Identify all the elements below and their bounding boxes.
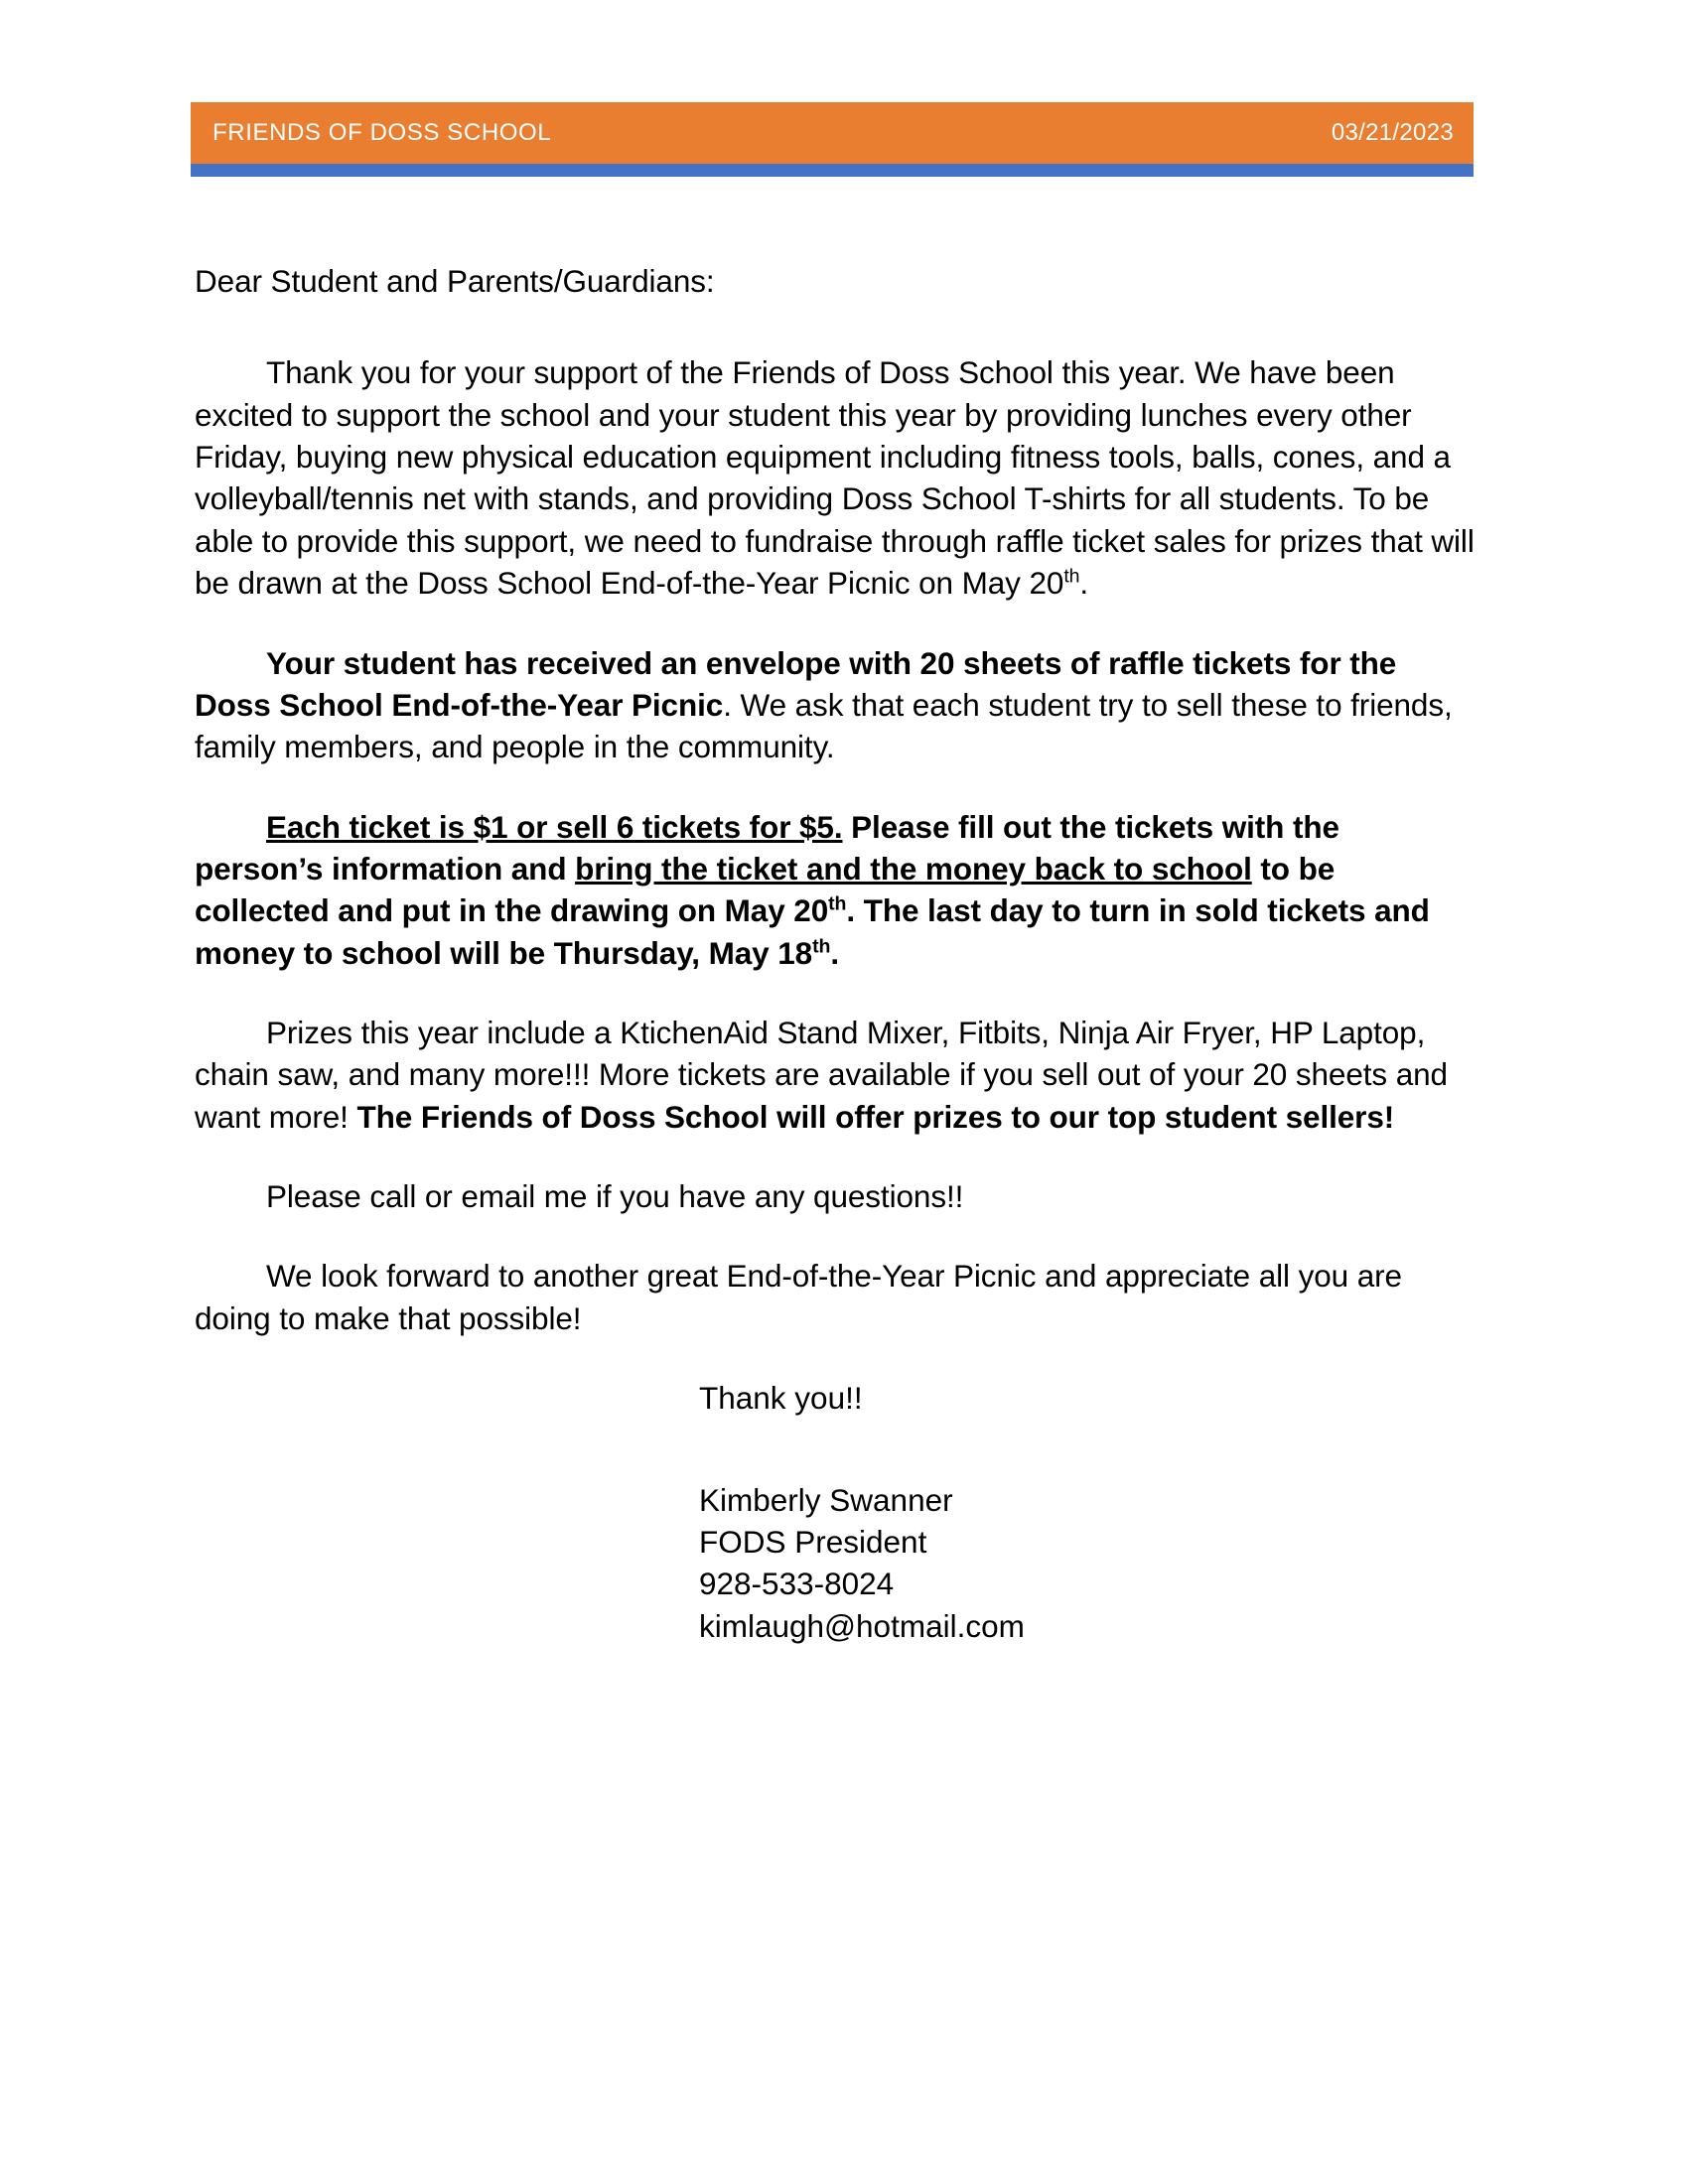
prizes-bold-note: The Friends of Doss School will offer prizes to our top student sellers! <box>356 1098 1395 1135</box>
closing-thank-you: Thank you!! <box>699 1380 863 1417</box>
questions-text: Please call or email me if you have any questions!! <box>266 1178 964 1215</box>
letter-body <box>195 260 1476 1647</box>
ticket-instructions-bold-2: to be collected and put in the drawing on May 20 <box>195 850 1336 929</box>
return-ticket-emphasis: bring the ticket and the money back to school <box>575 850 1252 887</box>
paragraph-ticket-instructions <box>195 806 1476 974</box>
prizes-text: Prizes this year include a KtichenAid Stand Mixer, Fitbits, Ninja Air Fryer, HP Laptop, chain saw, and many more!!! More tickets are available if you sell out of your 20 sheets and want more! <box>195 1015 1448 1135</box>
paragraph-support-summary <box>195 351 1476 604</box>
signature-phone: 928-533-8024 <box>699 1566 895 1602</box>
organization-name: FRIENDS OF DOSS SCHOOL <box>212 119 552 146</box>
paragraph-envelope-notice <box>195 642 1476 768</box>
signature-email: kimlaugh@hotmail.com <box>699 1607 1025 1644</box>
paragraph-prizes <box>195 1012 1476 1138</box>
salutation: Dear Student and Parents/Guardians: <box>195 263 715 299</box>
ticket-instructions-bold-4: . <box>830 934 839 971</box>
ticket-instructions-bold-3: . The last day to turn in sold tickets and money to school will be Thursday, May 18 <box>195 892 1430 971</box>
envelope-notice-bold: Your student has received an envelope with 20 sheets of raffle tickets for the Doss School End-of-the-Year Picnic <box>195 644 1397 723</box>
signature-name: Kimberly Swanner <box>699 1481 953 1518</box>
document-header <box>191 102 1474 177</box>
ordinal-suffix-3: th <box>812 935 831 958</box>
envelope-notice-rest: . We ask that each student try to sell these to friends, family members, and people in the community. <box>195 686 1453 765</box>
ticket-instructions-bold-1: Please fill out the tickets with the person’s information and <box>195 808 1339 887</box>
header-divider-rule <box>191 164 1474 177</box>
signature-block <box>195 1479 1476 1647</box>
document-date: 03/21/2023 <box>1331 119 1454 146</box>
closing-remarks-text: We look forward to another great End-of-the-Year Picnic and appreciate all you are doing to make that possible! <box>195 1258 1402 1336</box>
signature-title: FODS President <box>699 1523 927 1560</box>
paragraph-closing-remarks <box>195 1255 1476 1339</box>
paragraph-support-summary-period: . <box>1079 565 1089 602</box>
paragraph-questions <box>195 1175 1476 1217</box>
header-bar <box>191 102 1474 164</box>
ordinal-suffix-2: th <box>828 892 847 915</box>
paragraph-support-summary-text: Thank you for your support of the Friends of Doss School this year. We have been excited to support the school and your student this year by providing lunches every other Friday, buying new physical education equipment including fitness tools, balls, cones, and a volleyball/tennis net with stands, and providing Doss School T-shirts for all students. To be able to provide this support, we need to fundraise through raffle ticket sales for prizes that will be drawn at the Doss School End-of-the-Year Picnic on May 20 <box>195 354 1475 602</box>
ordinal-suffix-1: th <box>1063 565 1080 588</box>
ticket-price-emphasis: Each ticket is $1 or sell 6 tickets for $5. <box>266 808 843 845</box>
